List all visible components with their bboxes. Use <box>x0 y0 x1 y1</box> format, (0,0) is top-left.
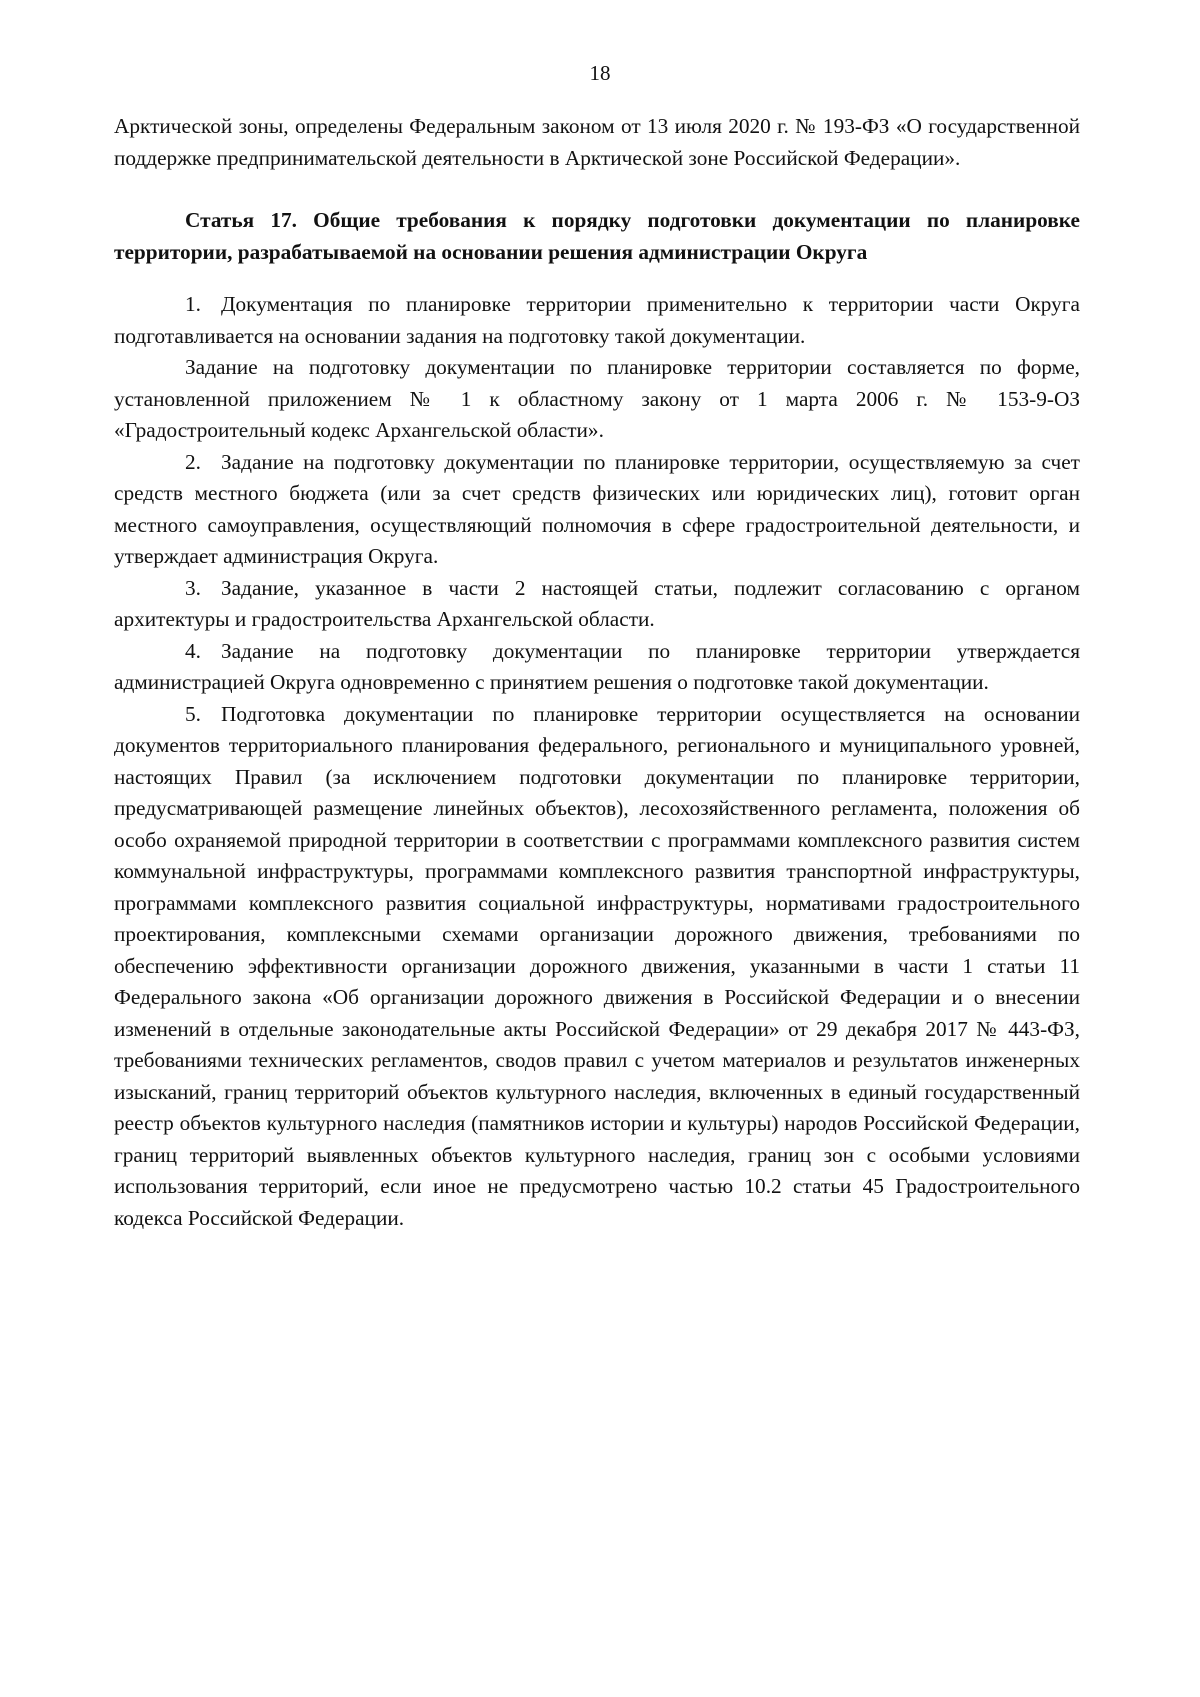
paragraph-text: Подготовка документации по планировке территории осуществляется на основании документов территориального планирования федерального, регионального и муниципального уровней, настоящих Правил (за исключением подготовки документации по планировке территории, предусматривающей размещение линейных объектов), лесохозяйственного регламента, положения об особо охраняемой природной территории в соответствии с программами комплексного развития систем коммунальной инфраструктуры, программами комплексного развития транспортной инфраструктуры, программами комплексного развития социальной инфраструктуры, нормативами градостроительного проектирования, комплексными схемами организации дорожного движения, требованиями по обеспечению эффективности организации дорожного движения, указанными в части 1 статьи 11 Федерального закона «Об организации дорожного движения в Российской Федерации и о внесении изменений в отдельные законодательные акты Российской Федерации» от 29 декабря 2017 № 443-ФЗ, требованиями технических регламентов, сводов правил с учетом материалов и результатов инженерных изысканий, границ территорий объектов культурного наследия, включенных в единый государственный реестр объектов культурного наследия (памятников истории и культуры) народов Российской Федерации, границ территорий выявленных объектов культурного наследия, границ зон с особыми условиями использования территорий, если иное не предусмотрено частью 10.2 статьи 45 Градостроительного кодекса Российской Федерации. <box>114 701 1080 1230</box>
paragraph-number: 3. <box>185 575 201 600</box>
paragraph-text: Задание на подготовку документации по планировке территории, осуществляемую за счет средств местного бюджета (или за счет средств физических или юридических лиц), готовит орган местного самоуправления, осуществляющий полномочия в сфере градостроительной деятельности, и утверждает администрация Округа. <box>114 449 1080 568</box>
paragraph-number: 4. <box>185 638 201 663</box>
page-number: 18 <box>589 61 611 85</box>
paragraph-text: Документация по планировке территории применительно к территории части Округа подготавливается на основании задания на подготовку такой документации. <box>114 292 1080 348</box>
paragraph-2 <box>114 447 1080 573</box>
intro-paragraph: Арктической зоны, определены Федеральным законом от 13 июля 2020 г. № 193-ФЗ «О государственной поддержке предпринимательской деятельности в Арктической зоне Российской Федерации». <box>114 114 1080 170</box>
paragraph-number: 2. <box>185 449 201 474</box>
paragraph-text: Задание, указанное в части 2 настоящей статьи, подлежит согласованию с органом архитектуры и градостроительства Архангельской области. <box>114 575 1080 631</box>
paragraph-1-continuation <box>114 352 1080 447</box>
page-content <box>114 111 1080 1234</box>
paragraph-text: Задание на подготовку документации по планировке территории утверждается администрацией Округа одновременно с принятием решения о подготовке такой документации. <box>114 638 1080 694</box>
paragraph-3 <box>114 573 1080 636</box>
article-heading: Статья 17. Общие требования к порядку подготовки документации по планировке территории, разрабатываемой на основании решения администрации Округа <box>114 208 1080 264</box>
paragraph-number: 5. <box>185 701 201 726</box>
paragraph-4 <box>114 636 1080 699</box>
paragraph-text: Задание на подготовку документации по планировке территории составляется по форме, установленной приложением № 1 к областному закону от 1 марта 2006 г. № 153-9-ОЗ «Градостроительный кодекс Архангельской области». <box>114 355 1080 442</box>
paragraph-number: 1. <box>185 292 201 316</box>
paragraph-1 <box>114 289 1080 352</box>
paragraph-5 <box>114 699 1080 1235</box>
